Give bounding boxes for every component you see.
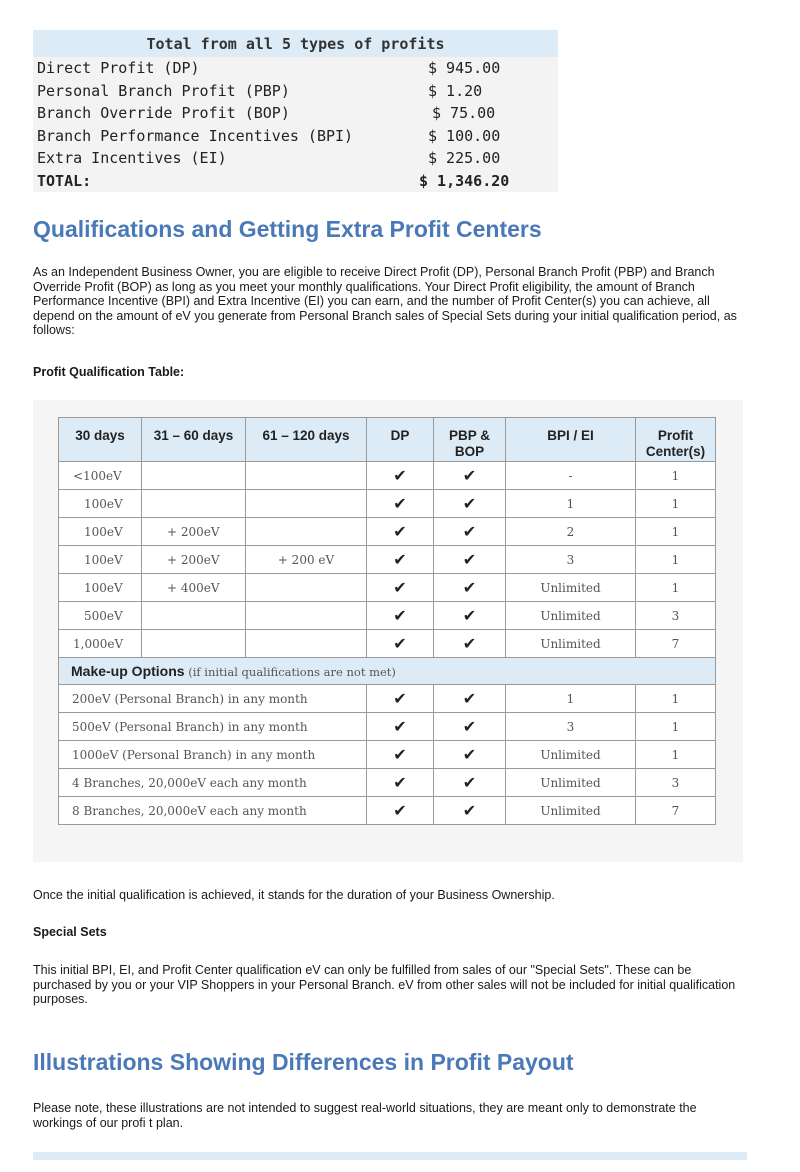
summary-row-label: Branch Override Profit (BOP) [37,104,290,122]
qualifications-heading: Qualifications and Getting Extra Profit Centers [33,216,542,242]
summary-body [33,57,558,192]
cell-61-120-days [246,630,367,658]
table-row [59,574,716,602]
summary-row-amount: $ 100.00 [428,126,501,145]
summary-title: Total from all 5 types of profits [33,30,558,57]
dp-check-icon: ✔ [367,741,434,769]
dp-check-icon: ✔ [367,630,434,658]
summary-row [33,102,558,125]
cell-profit-centers: 3 [636,769,716,797]
table-row [59,630,716,658]
cell-bpi-ei: Unlimited [506,769,636,797]
cell-bpi-ei: Unlimited [506,741,636,769]
cell-30-days: 500eV [59,602,142,630]
cell-bpi-ei: 3 [506,546,636,574]
makeup-row [59,769,716,797]
cell-30-days: 100eV [59,518,142,546]
header-bpi-ei: BPI / EI [506,418,636,462]
summary-row [33,125,558,148]
dp-check-icon: ✔ [367,574,434,602]
summary-row-label: Personal Branch Profit (PBP) [37,81,290,100]
pbp-check-icon: ✔ [434,518,506,546]
next-table-top-edge [33,1152,747,1160]
makeup-row-label: 200eV (Personal Branch) in any month [59,685,367,713]
pbp-check-icon: ✔ [434,713,506,741]
makeup-row-label: 1000eV (Personal Branch) in any month [59,741,367,769]
dp-check-icon: ✔ [367,769,434,797]
cell-bpi-ei: 2 [506,518,636,546]
summary-row-label: Branch Performance Incentives (BPI) [37,126,354,145]
makeup-row [59,685,716,713]
table-row [59,462,716,490]
illustrations-heading: Illustrations Showing Differences in Profit Payout [33,1049,574,1075]
header-pbp-line1: PBP & [448,428,490,443]
pbp-check-icon: ✔ [434,546,506,574]
pbp-check-icon: ✔ [434,797,506,825]
pbp-check-icon: ✔ [434,462,506,490]
dp-check-icon: ✔ [367,462,434,490]
table-row [59,518,716,546]
dp-check-icon: ✔ [367,546,434,574]
header-pbp-line2: BOP [454,444,485,459]
summary-row-label: Direct Profit (DP) [37,59,200,77]
profit-qualification-table [58,417,716,825]
cell-30-days: <100eV [59,462,142,490]
qualification-duration-note: Once the initial qualification is achieved, it stands for the duration of your Business Ownership. [33,888,555,902]
dp-check-icon: ✔ [367,685,434,713]
makeup-row [59,741,716,769]
dp-check-icon: ✔ [367,797,434,825]
cell-31-60-days [142,490,246,518]
cell-31-60-days [142,630,246,658]
summary-row-label: Extra Incentives (EI) [37,149,227,167]
cell-31-60-days [142,602,246,630]
cell-profit-centers: 1 [636,713,716,741]
table-row [59,602,716,630]
header-profit-centers [636,418,716,462]
pbp-check-icon: ✔ [434,602,506,630]
summary-row-amount: $ 1.20 [428,81,483,100]
makeup-options-title: Make-up Options [71,663,185,679]
summary-row-amount: $ 225.00 [428,149,501,167]
table-row [59,490,716,518]
cell-61-120-days [246,602,367,630]
cell-31-60-days [142,462,246,490]
cell-profit-centers: 1 [636,490,716,518]
cell-profit-centers: 7 [636,630,716,658]
cell-profit-centers: 1 [636,518,716,546]
illustrations-text: Please note, these illustrations are not intended to suggest real-world situations, they are meant only to demonstrate the workings of our profi t plan. [33,1101,697,1130]
cell-61-120-days [246,574,367,602]
cell-bpi-ei: Unlimited [506,602,636,630]
makeup-options-note: (if initial qualifications are not met) [184,665,396,679]
cell-30-days: 100eV [59,546,142,574]
cell-31-60-days: + 200eV [142,518,246,546]
cell-bpi-ei: Unlimited [506,630,636,658]
makeup-row-label: 4 Branches, 20,000eV each any month [59,769,367,797]
cell-30-days: 1,000eV [59,630,142,658]
pbp-check-icon: ✔ [434,490,506,518]
table-row [59,546,716,574]
summary-row-amount: $ 945.00 [428,59,501,77]
makeup-row-label: 500eV (Personal Branch) in any month [59,713,367,741]
summary-row [33,57,558,80]
makeup-row [59,713,716,741]
cell-bpi-ei: Unlimited [506,574,636,602]
cell-61-120-days [246,462,367,490]
cell-profit-centers: 1 [636,685,716,713]
header-31-60-days: 31 – 60 days [142,418,246,462]
header-61-120-days: 61 – 120 days [246,418,367,462]
summary-total-row [33,170,558,193]
makeup-row [59,797,716,825]
cell-61-120-days [246,518,367,546]
pbp-check-icon: ✔ [434,574,506,602]
cell-bpi-ei: 1 [506,490,636,518]
profit-qualification-table-label: Profit Qualification Table: [33,365,185,379]
cell-profit-centers: 1 [636,462,716,490]
cell-30-days: 100eV [59,490,142,518]
dp-check-icon: ✔ [367,518,434,546]
cell-31-60-days: + 400eV [142,574,246,602]
dp-check-icon: ✔ [367,713,434,741]
header-profit-centers-line2: Center(s) [645,444,706,459]
header-30-days: 30 days [59,418,142,462]
cell-31-60-days: + 200eV [142,546,246,574]
summary-row [33,147,558,170]
summary-total-amount: $ 1,346.20 [419,171,510,190]
pbp-check-icon: ✔ [434,769,506,797]
cell-profit-centers: 3 [636,602,716,630]
cell-61-120-days [246,490,367,518]
cell-profit-centers: 7 [636,797,716,825]
cell-bpi-ei: 3 [506,713,636,741]
cell-30-days: 100eV [59,574,142,602]
makeup-options-header-row [59,658,716,685]
header-pbp-bop [434,418,506,462]
cell-profit-centers: 1 [636,546,716,574]
cell-profit-centers: 1 [636,574,716,602]
qualifications-intro: As an Independent Business Owner, you are eligible to receive Direct Profit (DP), Personal Branch Profit (PBP) and Branch Override Profit (BOP) as long as you meet your monthly qualifications. Your Direct Profit eligibility, the amount of Branch Performance Incentive (BPI) and Extra Incentive (EI) you can earn, and the number of Profit Center(s) you can achieve, all depend on the amount of eV you generate from Personal Branch sales of Special Sets during your initial qualification period, as follows: [33,265,737,337]
special-sets-heading: Special Sets [33,925,107,939]
summary-total-label: TOTAL: [37,171,92,190]
cell-bpi-ei: - [506,462,636,490]
profit-summary-table [33,30,558,192]
summary-row [33,80,558,103]
dp-check-icon: ✔ [367,602,434,630]
cell-61-120-days: + 200 eV [246,546,367,574]
table-header-row [59,418,716,462]
header-profit-centers-line1: Profit [657,428,694,443]
special-sets-text: This initial BPI, EI, and Profit Center qualification eV can only be fulfilled from sales of our "Special Sets". These can be purchased by you or your VIP Shoppers in your Personal Branch. eV from other sales will not be included for initial qualification purposes. [33,963,736,1006]
makeup-options-header [59,658,716,685]
cell-bpi-ei: 1 [506,685,636,713]
cell-profit-centers: 1 [636,741,716,769]
makeup-row-label: 8 Branches, 20,000eV each any month [59,797,367,825]
pbp-check-icon: ✔ [434,630,506,658]
summary-row-amount: $ 75.00 [432,104,496,122]
pbp-check-icon: ✔ [434,741,506,769]
dp-check-icon: ✔ [367,490,434,518]
pbp-check-icon: ✔ [434,685,506,713]
cell-bpi-ei: Unlimited [506,797,636,825]
header-dp: DP [367,418,434,462]
